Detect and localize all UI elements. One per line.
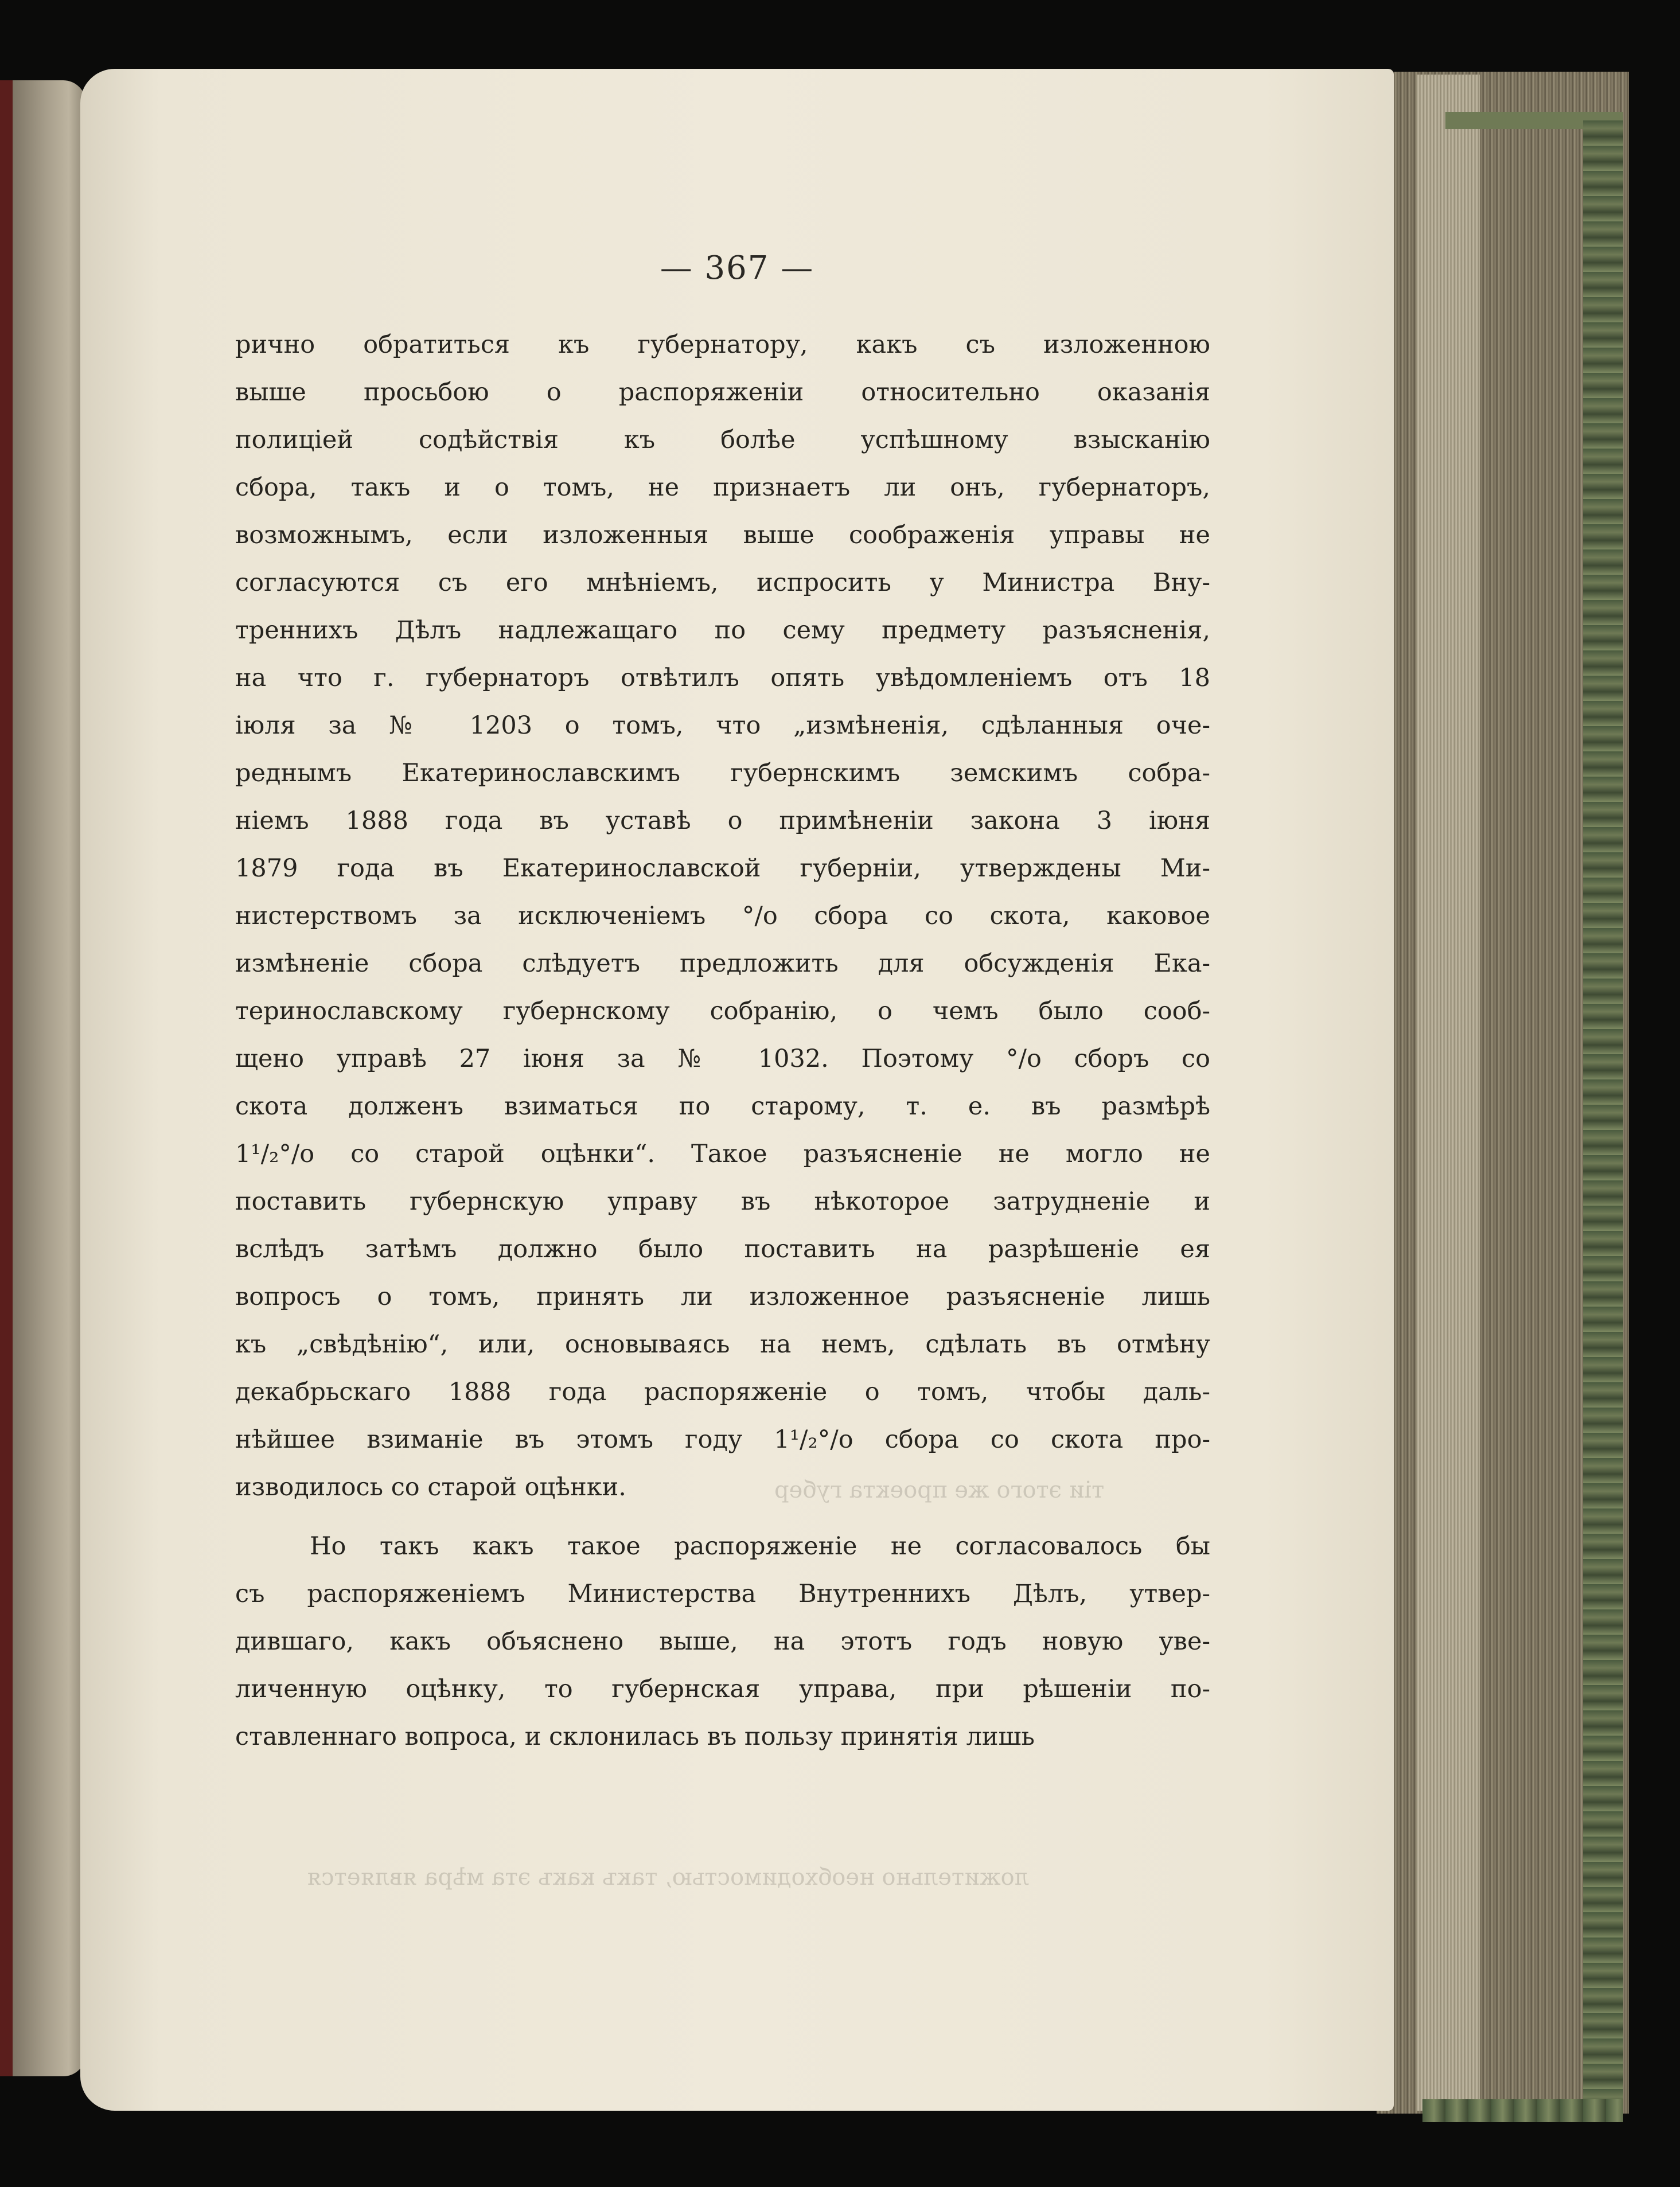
paragraph-2 bbox=[235, 1523, 1210, 1761]
text-line: изводилось со старой оцѣнки. bbox=[235, 1473, 626, 1502]
cover-bottom-edge bbox=[1422, 2099, 1623, 2122]
text-line: декабрьскаго 1888 года распоряженіе о томъ, чтобы даль- bbox=[235, 1378, 1210, 1406]
text-line: 1¹/₂°/о со старой оцѣнки“. Такое разъясненіе не могло не bbox=[235, 1140, 1210, 1168]
bleed-through-text: ложительно необходимостью, такъ какъ эта мѣра является bbox=[307, 1864, 1030, 1890]
text-line: согласуются съ его мнѣніемъ, испросить у Министра Вну- bbox=[235, 568, 1210, 597]
text-line: 1879 года въ Екатеринославской губерніи, утверждены Ми- bbox=[235, 854, 1210, 883]
paragraph-1 bbox=[235, 321, 1210, 1511]
text-line: личенную оцѣнку, то губернская управа, при рѣшеніи по- bbox=[235, 1675, 1210, 1703]
book-page bbox=[80, 69, 1394, 2111]
marbled-cover-edge bbox=[1583, 120, 1623, 2116]
text-line: теринославскому губернскому собранію, о чемъ было сооб- bbox=[235, 997, 1210, 1026]
text-line: ніемъ 1888 года въ уставѣ о примѣненіи закона 3 іюня bbox=[235, 806, 1210, 835]
page-number: — 367 — bbox=[660, 250, 814, 287]
left-facing-page bbox=[0, 80, 86, 2076]
text-line: съ распоряженіемъ Министерства Внутреннихъ Дѣлъ, утвер- bbox=[235, 1580, 1210, 1608]
text-line: скота долженъ взиматься по старому, т. е. въ размѣрѣ bbox=[235, 1092, 1210, 1121]
text-line: нистерствомъ за исключеніемъ °/о сбора со скота, каковое bbox=[235, 902, 1210, 930]
page-stack-highlight bbox=[1417, 75, 1480, 2111]
page-body-text bbox=[235, 321, 1210, 1761]
text-line: поставить губернскую управу въ нѣкоторое затрудненіе и bbox=[235, 1187, 1210, 1216]
text-line: возможнымъ, если изложенныя выше соображенія управы не bbox=[235, 521, 1210, 549]
text-line: Но такъ какъ такое распоряженіе не согласовалось бы bbox=[310, 1532, 1210, 1561]
bleed-through-text: тіи этого же проекта губер bbox=[774, 1477, 1105, 1503]
text-line: къ „свѣдѣнію“, или, основываясь на немъ, сдѣлать въ отмѣну bbox=[235, 1330, 1210, 1359]
text-line: сбора, такъ и о томъ, не признаетъ ли онъ, губернаторъ, bbox=[235, 473, 1210, 502]
left-binding-strip bbox=[0, 80, 13, 2076]
text-line: нѣйшее взиманіе въ этомъ году 1¹/₂°/о сбора со скота про- bbox=[235, 1425, 1210, 1454]
text-line: вслѣдъ затѣмъ должно было поставить на разрѣшеніе ея bbox=[235, 1235, 1210, 1264]
text-line: ставленнаго вопроса, и склонилась въ пользу принятія лишь bbox=[235, 1722, 1035, 1751]
text-line: на что г. губернаторъ отвѣтилъ опять увѣдомленіемъ отъ 18 bbox=[235, 664, 1210, 692]
text-line: полиціей содѣйствія къ болѣе успѣшному взысканію bbox=[235, 426, 1210, 454]
text-line: вопросъ о томъ, принять ли изложенное разъясненіе лишь bbox=[235, 1282, 1210, 1311]
text-line: измѣненіе сбора слѣдуетъ предложить для обсужденія Ека- bbox=[235, 949, 1210, 978]
text-line: іюля за № 1203 о томъ, что „измѣненія, сдѣланныя оче- bbox=[235, 711, 1210, 740]
text-line: треннихъ Дѣлъ надлежащаго по сему предмету разъясненія, bbox=[235, 616, 1210, 645]
text-line: рично обратиться къ губернатору, какъ съ изложенною bbox=[235, 330, 1210, 359]
text-line: дившаго, какъ объяснено выше, на этотъ годъ новую уве- bbox=[235, 1627, 1210, 1656]
text-line: выше просьбою о распоряженіи относительно оказанія bbox=[235, 378, 1210, 407]
text-line: реднымъ Екатеринославскимъ губернскимъ земскимъ собра- bbox=[235, 759, 1210, 788]
text-line: щено управѣ 27 іюня за № 1032. Поэтому °/о сборъ со bbox=[235, 1044, 1210, 1073]
